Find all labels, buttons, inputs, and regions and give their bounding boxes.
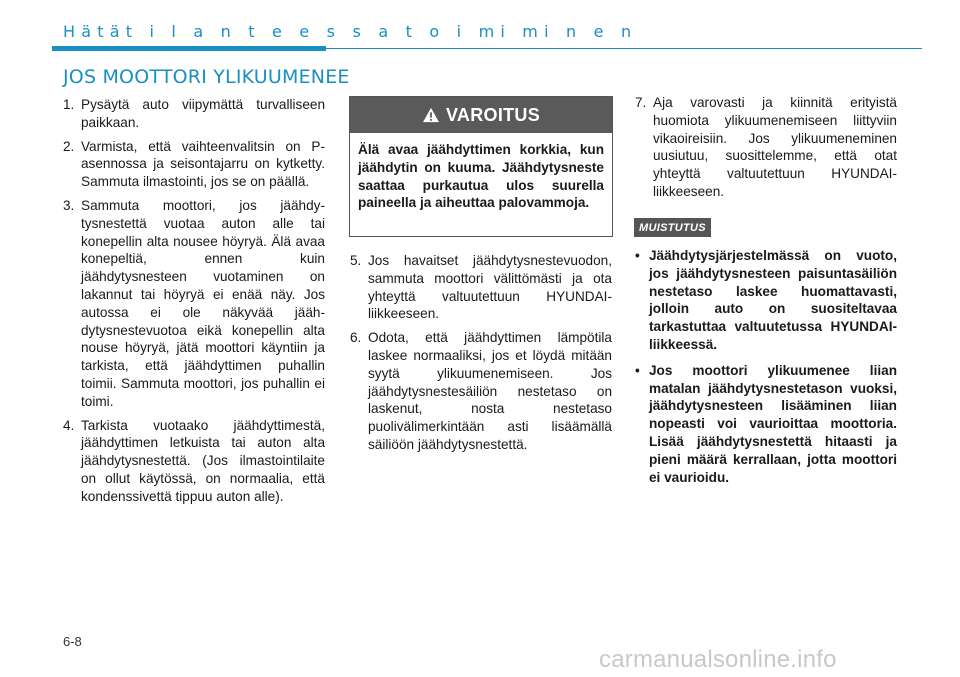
- page-number: 6-8: [63, 634, 82, 649]
- step-number: 1.: [63, 97, 75, 112]
- bullet-dot-icon: •: [635, 248, 640, 263]
- chapter-header-title: Hätät i l a n t e e s s a t o i mi mi n e n: [63, 22, 638, 41]
- section-title: JOS MOOTTORI YLIKUUMENEE: [63, 66, 350, 88]
- step-item: [350, 252, 612, 323]
- step-text: Pysäytä auto viipymättä turvalliseen paikkaan.: [81, 97, 325, 130]
- step-number: 4.: [63, 417, 75, 433]
- step-item: [635, 94, 897, 201]
- header-rule-thick: [52, 46, 326, 51]
- note-bullet: [635, 362, 897, 487]
- step-text: Aja varovasti ja kiinnitä erityistä huomiota ylikuumenemiseen liittyviin vikaoireisiin. Jos ylikuumeneminen uusiutuu, suosittelemme, että otat yhteyttä valtuutettuun HYUNDAI-liikkeeseen.: [653, 95, 897, 199]
- header-rule-thin: [326, 48, 922, 49]
- step-item: [63, 138, 325, 191]
- bullet-dot-icon: •: [635, 362, 640, 378]
- warning-box: [349, 96, 613, 237]
- note-bullet: [635, 247, 897, 354]
- note-badge: MUISTUTUS: [634, 218, 711, 237]
- step-number: 6.: [350, 330, 362, 346]
- warning-label: VAROITUS: [445, 104, 541, 125]
- step-text: Odota, että jäähdyttimen lämpötila laskee normaaliksi, jos et löydä mitään syytä ylikuumenemiseen. Jos jäähdytysnestesäiliön nestetaso on laskenut, nosta nestetaso puolivälimerkintään asti lisäämällä säiliöön jäähdytysnestettä.: [368, 330, 612, 452]
- step-text: Jos havaitset jäähdytysnestevuodon, sammuta moottori välittömästi ja ota yhteyttä valtuutettuun HYUNDAI-liikkeeseen.: [368, 253, 612, 322]
- column-middle: [350, 252, 612, 460]
- warning-header: [350, 97, 612, 133]
- note-bullet-text: Jäähdytysjärjestelmässä on vuoto, jos jäähdytysnesteen paisuntasäiliön nestetaso laskee huomattavasti, jolloin auto on suositeltavaa tarkastuttaa valtuutetussa HYUNDAI-liikkeessä.: [649, 248, 897, 352]
- step-number: 3.: [63, 197, 75, 213]
- step-text: Sammuta moottori, jos jäähdytysnestettä vuotaa auton alle tai konepellin alta nousee höyryä. Älä avaa konepeltiä, ennen kuin jäähdytysnesteen vuotaminen on lakannut tai höyryä ei enää näy. Jos autossa ei ole näkyvää jäähdytysnestevuotoa eikä konepellin alta nouse höyryä, jätä moottori käyntiin ja tarkista, että jäähdyttimen puhallin toimii. Sammuta moottori, jos puhallin ei toimi.: [81, 197, 325, 409]
- warning-triangle-icon: [422, 107, 440, 123]
- column-right: [635, 94, 897, 207]
- step-item: [63, 96, 325, 132]
- note-bullet-text: Jos moottori ylikuumenee liian matalan jäähdytysnestetason vuoksi, jäähdytysnesteen lisääminen liian nopeasti voi vaurioittaa moottoria. Lisää jäähdytysnestettä hitaasti ja pieni määrä kerrallaan, jotta moottori ei vaurioidu.: [649, 362, 897, 485]
- step-text: Varmista, että vaihteenvalitsin on P-asennossa ja seisontajarru on kytketty. Sammuta ilmastointi, jos se on päällä.: [81, 138, 325, 190]
- step-number: 5.: [350, 253, 362, 268]
- note-bullet-list: [635, 247, 897, 494]
- step-text: Tarkista vuotaako jäähdyttimestä, jäähdyttimen letkuista tai auton alta jäähdytysnestettä. (Jos ilmastointilaite on ollut käytössä, on normaalia, että kondenssivettä tippuu auton alle).: [81, 417, 325, 504]
- step-item: [63, 197, 325, 411]
- step-number: 7.: [635, 95, 647, 110]
- watermark: carmanualsonline.info: [599, 646, 837, 673]
- warning-text: Älä avaa jäähdyttimen korkkia, kun jäähdytin on kuuma. Jäähdytysneste saattaa purkautua ulos suurella paineella ja aiheuttaa palovammoja.: [358, 142, 604, 211]
- column-left: [63, 96, 325, 512]
- step-item: [350, 329, 612, 454]
- step-number: 2.: [63, 138, 75, 154]
- step-item: [63, 417, 325, 506]
